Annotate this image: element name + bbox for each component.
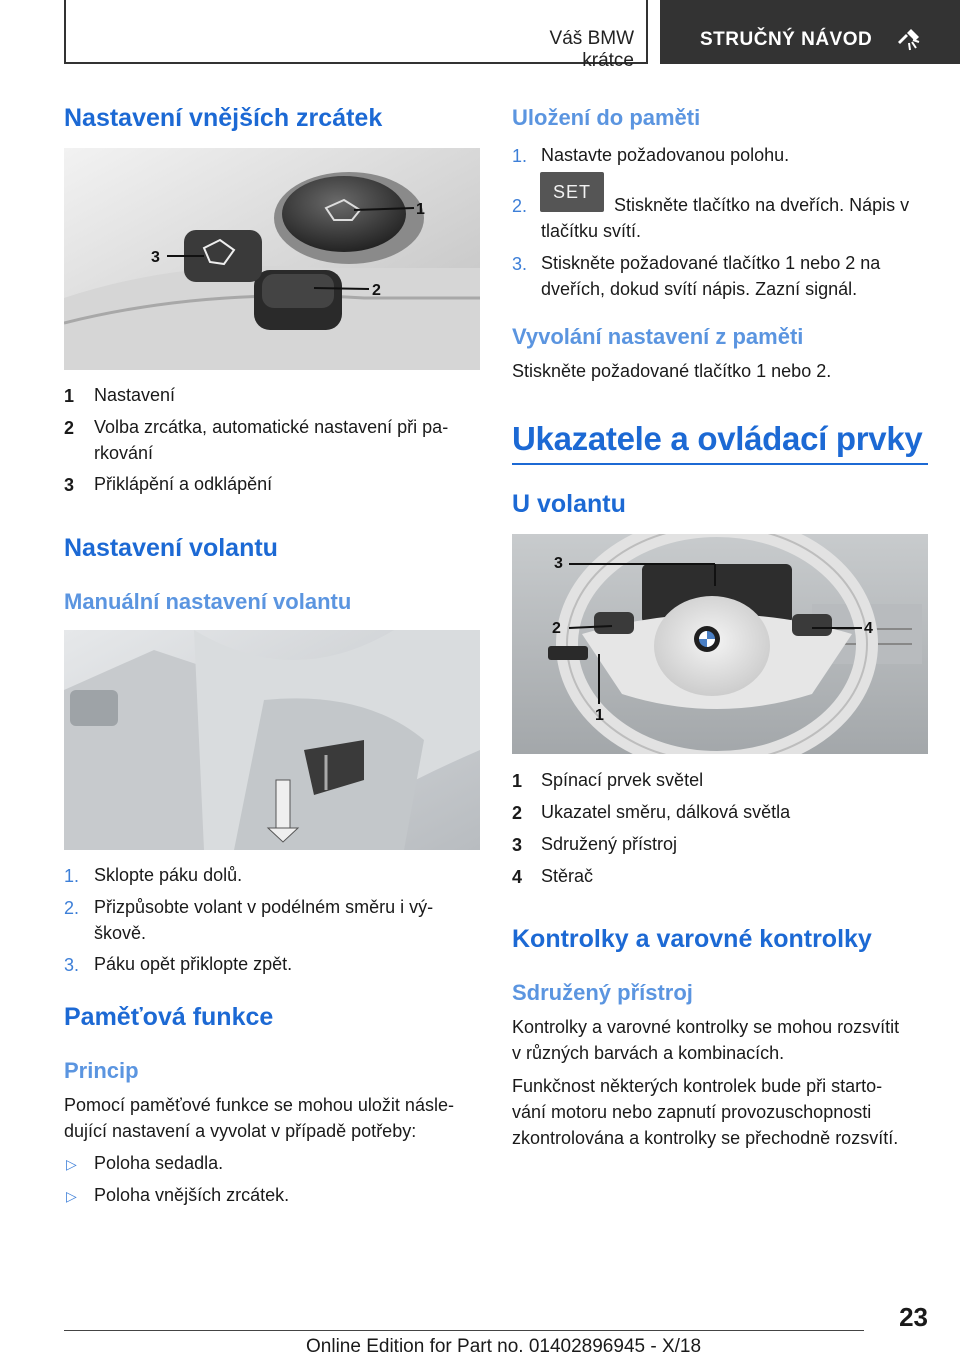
- warnings-paragraph-cont: zkontrolována a kontrolky se přechodně rozsvítí.: [512, 1128, 899, 1148]
- list-item: Volba zrcátka, automatické nastavení při pa-: [94, 417, 449, 437]
- callout-3: 3: [151, 249, 160, 266]
- step-number: 1.: [64, 866, 80, 886]
- list-item: Přiklápění a odklápění: [94, 474, 273, 494]
- step-number: 3.: [64, 955, 80, 975]
- step-text: Přizpůsobte volant v podélném směru i vý-: [94, 897, 434, 917]
- bullet-item: Poloha vnějších zrcátek.: [94, 1185, 290, 1205]
- warnings-paragraph-cont: vání motoru nebo zapnutí provozuschopnosti: [512, 1102, 872, 1122]
- step-text-cont: tlačítku svítí.: [541, 221, 642, 241]
- controls-title: Ukazatele a ovládací prvky: [512, 420, 923, 457]
- step-text-cont: dveřích, dokud svítí nápis. Zazní signál.: [541, 279, 858, 299]
- callout-1: 1: [595, 707, 604, 724]
- callout-4: 4: [864, 620, 873, 637]
- set-button-symbol: SET: [540, 172, 604, 212]
- steering-wheel-illustration: [512, 534, 928, 754]
- memory-heading: Paměťová funkce: [64, 1003, 274, 1031]
- callout-3: 3: [554, 555, 563, 572]
- memory-intro-cont: dující nastavení a vyvolat v případě potřeby:: [64, 1121, 417, 1141]
- steering-lever-illustration: [64, 630, 480, 850]
- recall-heading: Vyvolání nastavení z paměti: [512, 324, 804, 349]
- step-text: Stiskněte požadované tlačítko 1 nebo 2 na: [541, 253, 881, 273]
- list-item: Nastavení: [94, 385, 176, 405]
- footer-edition: Online Edition for Part no. 01402896945 - X/18: [306, 1336, 702, 1357]
- list-item-number: 3: [64, 475, 75, 495]
- steering-lever-image: [64, 630, 480, 850]
- warnings-paragraph-cont: v různých barvách a kombinacích.: [512, 1043, 785, 1063]
- steering-subheading: Manuální nastavení volantu: [64, 589, 352, 614]
- bullet-triangle-icon: ▷: [66, 1156, 77, 1172]
- step-text: Páku opět přiklopte zpět.: [94, 954, 293, 974]
- quick-guide-icon: [896, 28, 920, 52]
- list-item: Ukazatel směru, dálková světla: [541, 802, 791, 822]
- recall-text: Stiskněte požadované tlačítko 1 nebo 2.: [512, 361, 832, 381]
- callout-2: 2: [552, 620, 561, 637]
- list-item-cont: rkování: [94, 443, 154, 463]
- list-item-number: 2: [512, 803, 523, 823]
- list-item-number: 1: [64, 386, 75, 406]
- step-number: 2.: [64, 898, 80, 918]
- bullet-triangle-icon: ▷: [66, 1188, 77, 1204]
- page-number: 23: [899, 1302, 928, 1332]
- header-section: Váš BMW krátce: [549, 28, 634, 71]
- warnings-subheading: Sdružený přístroj: [512, 980, 693, 1005]
- steering-wheel-image: [512, 534, 928, 754]
- list-item: Sdružený přístroj: [541, 834, 678, 854]
- mirror-controls-image: [64, 148, 480, 370]
- footer-divider: [64, 1330, 864, 1331]
- list-item-number: 3: [512, 835, 523, 855]
- step-text: Nastavte požadovanou polohu.: [541, 145, 790, 165]
- save-heading: Uložení do paměti: [512, 105, 701, 130]
- header-title-bar: [660, 0, 960, 64]
- list-item: Spínací prvek světel: [541, 770, 704, 790]
- callout-1: 1: [416, 201, 425, 218]
- step-number: 3.: [512, 254, 528, 274]
- step-number: 2.: [512, 196, 528, 216]
- page-header: [0, 0, 960, 71]
- warnings-heading: Kontrolky a varovné kontrolky: [512, 925, 872, 953]
- list-item-number: 4: [512, 867, 523, 887]
- step-text-cont: škově.: [94, 923, 147, 943]
- warnings-paragraph: Funkčnost některých kontrolek bude při starto-: [512, 1076, 883, 1096]
- warnings-paragraph: Kontrolky a varovné kontrolky se mohou rozsvítit: [512, 1017, 900, 1037]
- header-title: STRUČNÝ NÁVOD: [700, 29, 873, 50]
- list-item-number: 1: [512, 771, 523, 791]
- title-underline: [512, 463, 928, 465]
- mirrors-heading: Nastavení vnějších zrcátek: [64, 104, 383, 132]
- list-item-number: 2: [64, 418, 75, 438]
- steering-heading: Nastavení volantu: [64, 534, 278, 562]
- step-text: Sklopte páku dolů.: [94, 865, 243, 885]
- mirror-controls-illustration: [64, 148, 480, 370]
- callout-2: 2: [372, 282, 381, 299]
- memory-intro: Pomocí paměťové funkce se mohou uložit násle-: [64, 1095, 454, 1115]
- list-item: Stěrač: [541, 866, 594, 886]
- memory-subheading: Princip: [64, 1058, 139, 1083]
- step-text: Stiskněte tlačítko na dveřích. Nápis v: [614, 195, 910, 215]
- wheel-subheading: U volantu: [512, 490, 626, 518]
- step-number: 1.: [512, 146, 528, 166]
- bullet-item: Poloha sedadla.: [94, 1153, 224, 1173]
